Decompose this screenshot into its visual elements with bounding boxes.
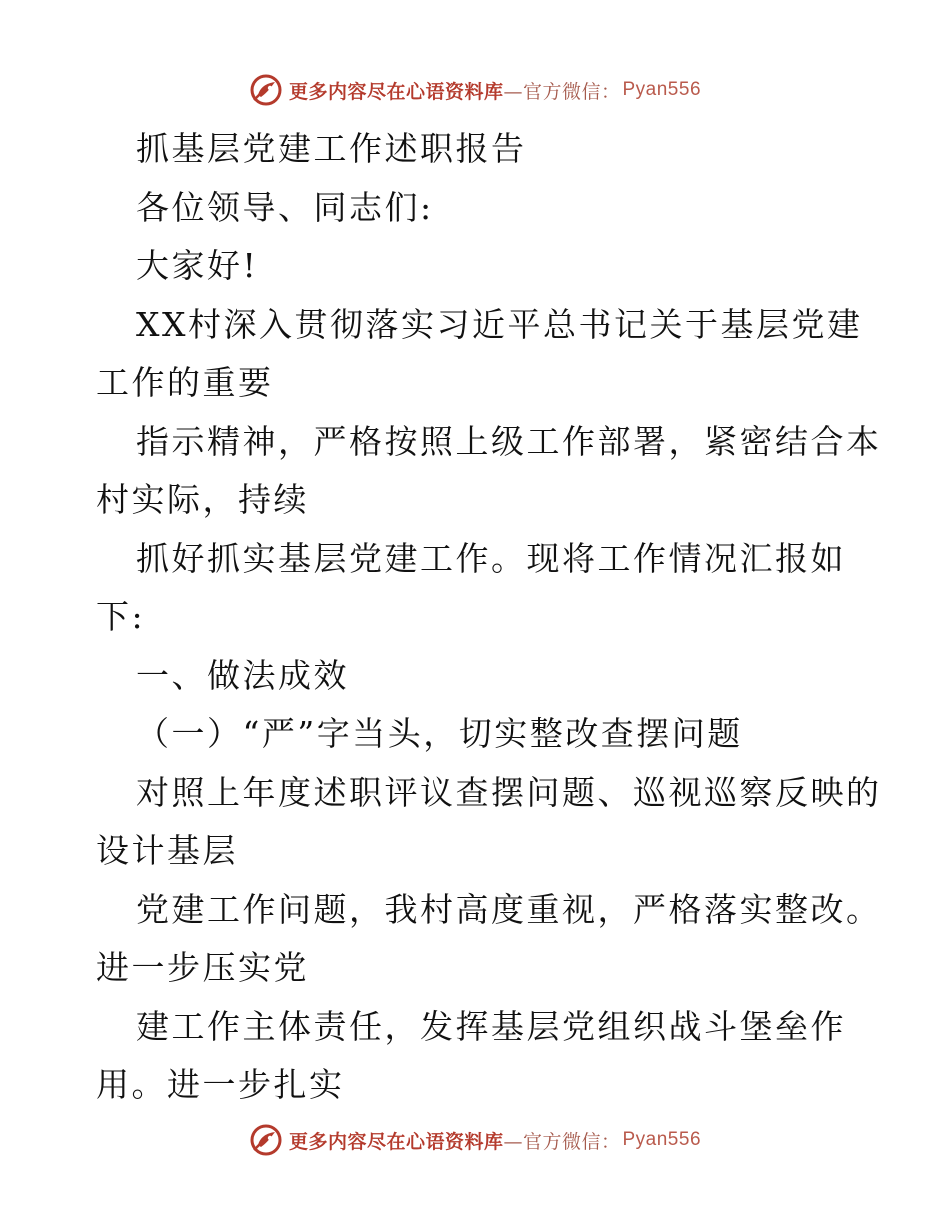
paragraph-line: 工作的重要	[96, 363, 274, 402]
header-watermark-rest: —官方微信：	[503, 80, 621, 103]
paragraph-line: 抓好抓实基层党建工作。现将工作情况汇报如	[136, 538, 846, 578]
header-watermark-wechat-id: Pyan556	[622, 79, 702, 100]
paragraph-line: 村实际，持续	[96, 480, 309, 519]
document-body	[96, 120, 882, 1115]
paragraph-line: 用。进一步扎实	[96, 1065, 345, 1104]
salutation-line: 各位领导、同志们:	[136, 187, 434, 227]
paragraph-line: 指示精神，严格按照上级工作部署，紧密结合本	[136, 421, 882, 461]
paragraph-line: XX村深入贯彻落实习近平总书记关于基层党建	[136, 304, 863, 344]
document-title: 抓基层党建工作述职报告	[136, 129, 527, 168]
footer-watermark-text	[289, 1127, 701, 1154]
header-watermark-main: 更多内容尽在心语资料库	[288, 80, 504, 103]
header-watermark-text	[289, 77, 701, 104]
footer-watermark-rest: —官方微信：	[503, 1130, 621, 1153]
circular-seal-logo-icon	[249, 73, 283, 107]
greeting-line: 大家好!	[136, 246, 259, 285]
section-heading: 一、做法成效	[136, 655, 349, 695]
circular-seal-logo-icon	[249, 1123, 283, 1157]
paragraph-line: 建工作主体责任，发挥基层党组织战斗堡垒作	[136, 1006, 846, 1046]
paragraph-line: 进一步压实党	[96, 948, 309, 987]
subsection-heading: （一）“严”字当头，切实整改查摆问题	[136, 714, 743, 753]
footer-watermark-main: 更多内容尽在心语资料库	[288, 1130, 504, 1153]
header-watermark-banner	[0, 70, 950, 110]
paragraph-line: 对照上年度述职评议查摆问题、巡视巡察反映的	[136, 772, 882, 812]
footer-watermark-wechat-id: Pyan556	[622, 1129, 702, 1150]
footer-watermark-banner	[0, 1120, 950, 1160]
paragraph-line: 下:	[96, 597, 146, 636]
paragraph-line: 设计基层	[96, 831, 238, 870]
paragraph-line: 党建工作问题，我村高度重视，严格落实整改。	[136, 889, 882, 929]
